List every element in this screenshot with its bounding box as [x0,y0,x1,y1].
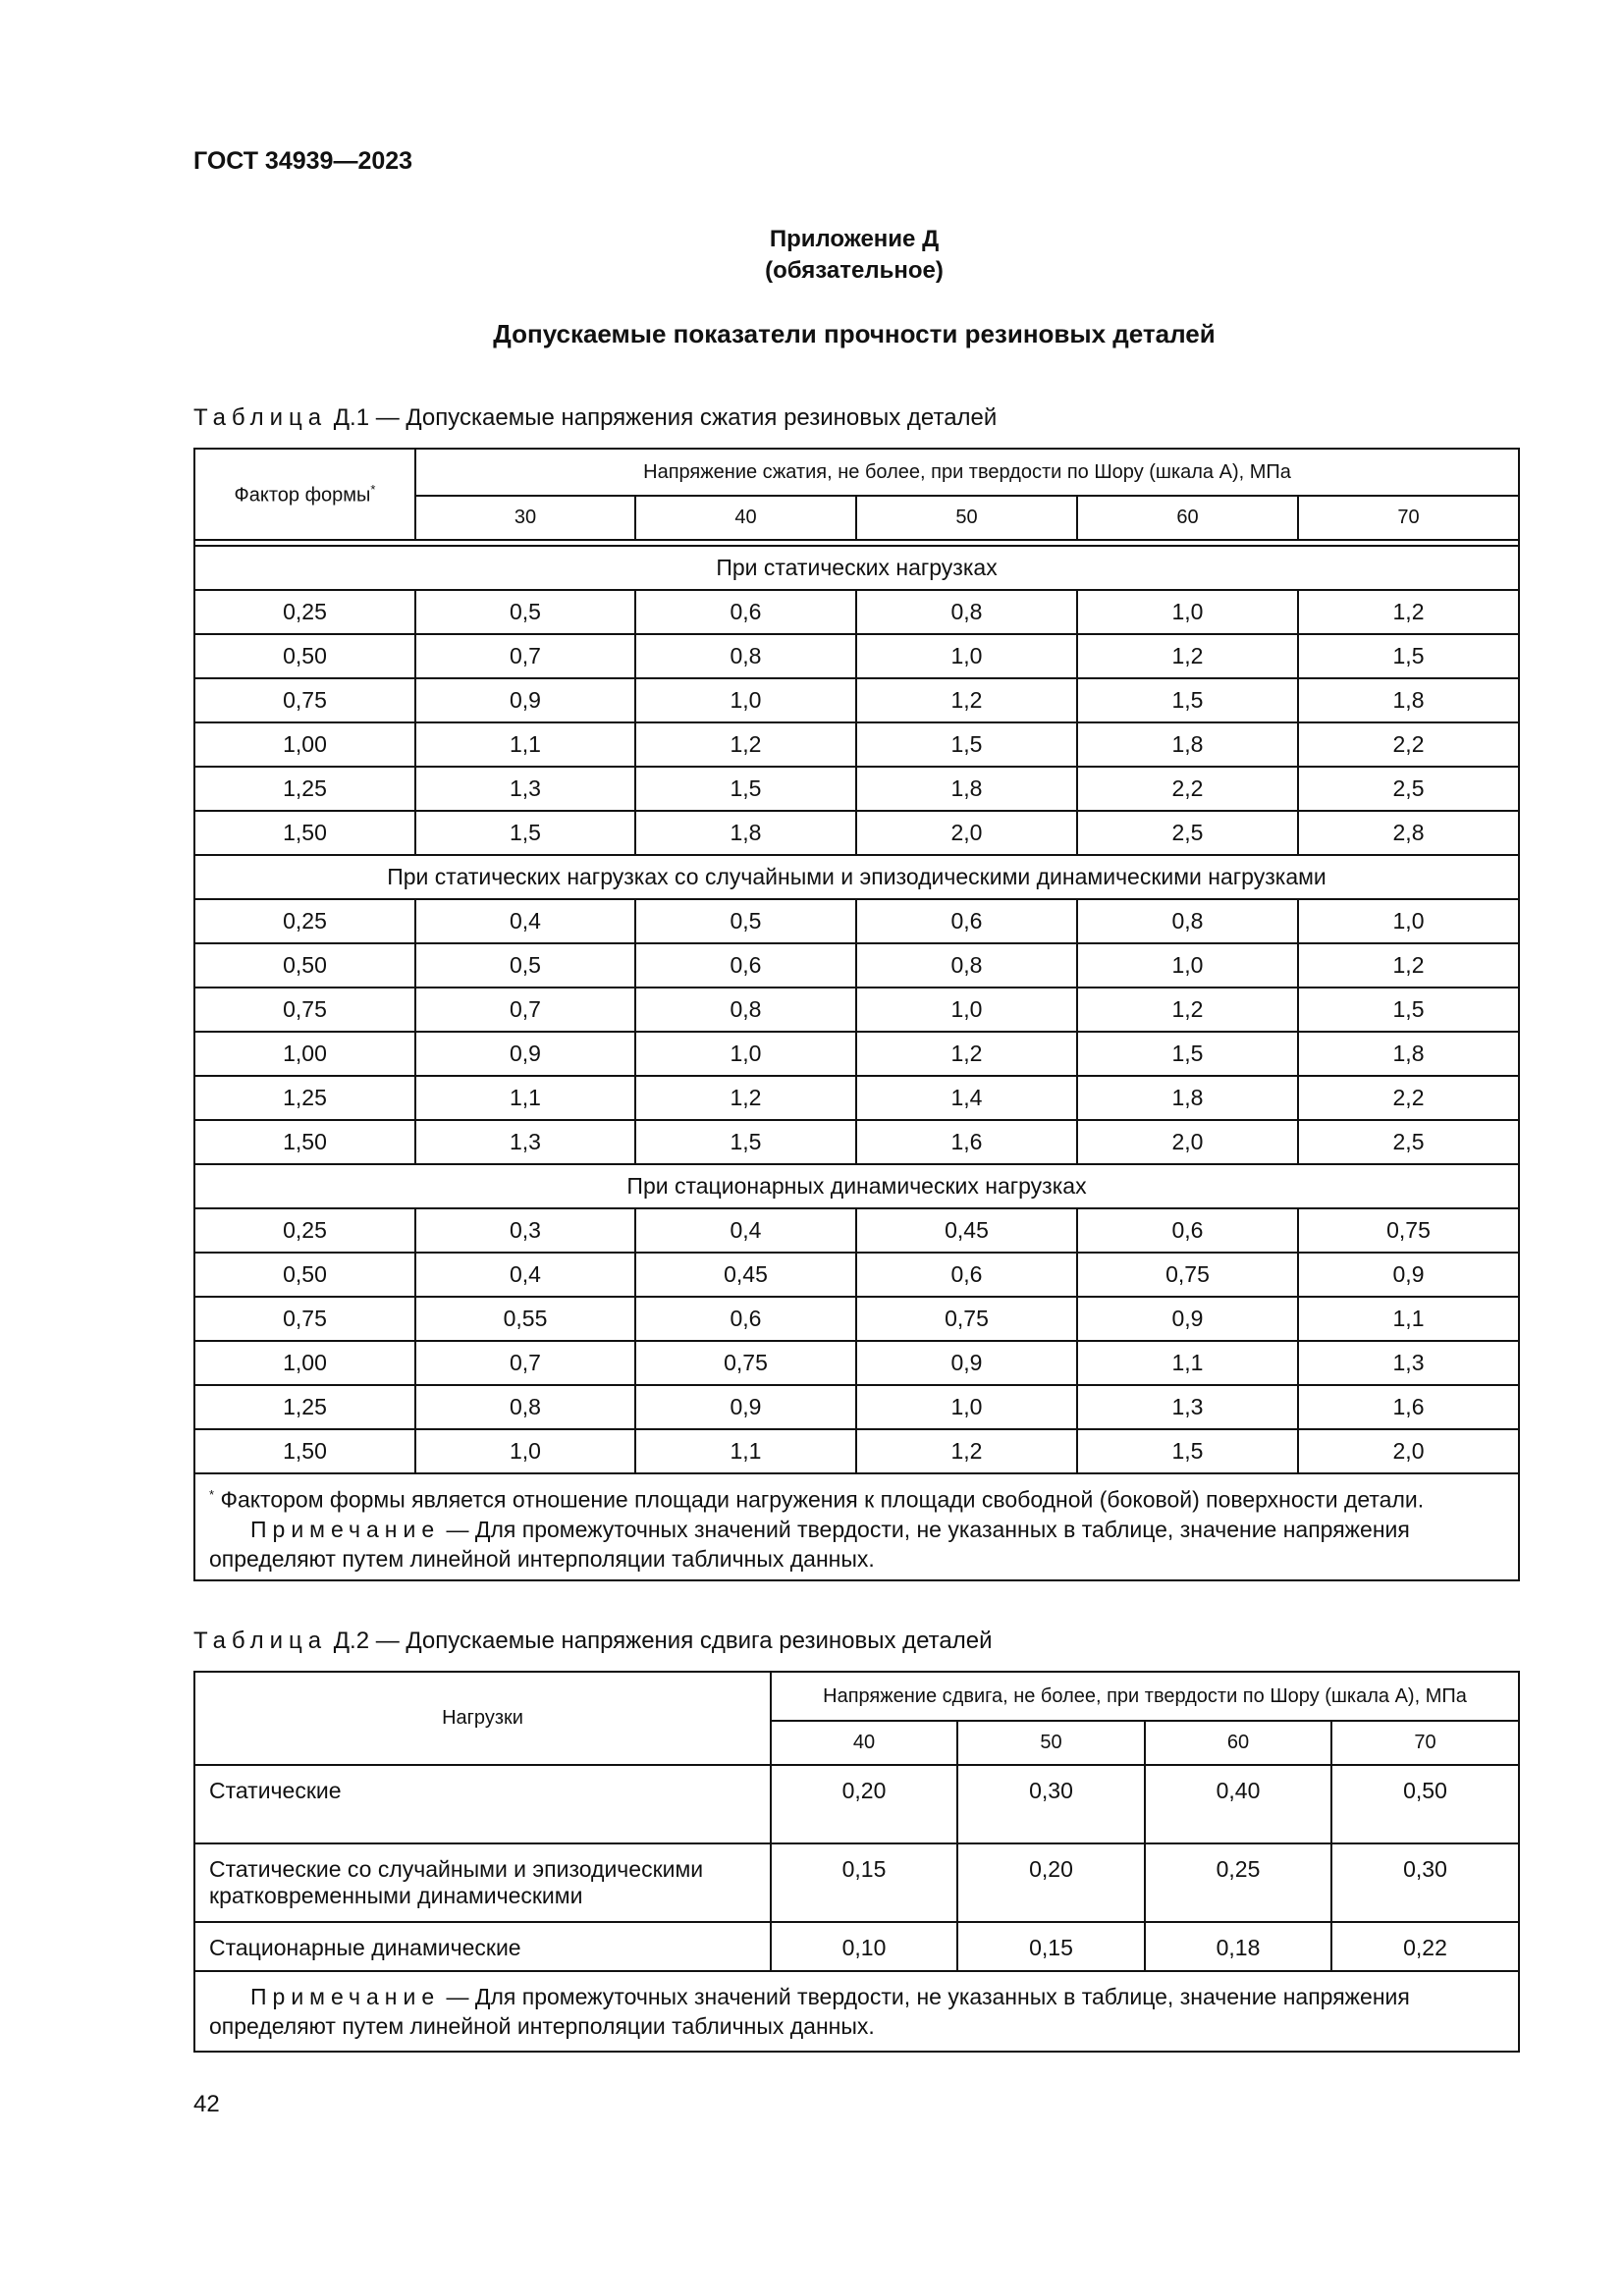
stress-value-cell: 0,6 [856,899,1077,943]
table1-note [209,1515,1504,1574]
stress-value-cell: 1,5 [635,767,856,811]
shape-factor-cell: 0,75 [194,1297,415,1341]
table-row [194,1253,1519,1297]
table2-header-row [194,1672,1519,1721]
compression-stress-header: Напряжение сжатия, не более, при твердости по Шору (шкала А), МПа [415,449,1519,496]
stress-value-cell: 0,55 [415,1297,635,1341]
hardness-header: 50 [957,1721,1145,1765]
appendix-status: (обязательное) [765,257,944,284]
stress-value-cell: 1,0 [415,1429,635,1473]
stress-value-cell: 1,0 [856,634,1077,678]
stress-value-cell: 2,0 [1077,1120,1298,1164]
section-title: При статических нагрузках со случайными и эпизодическими динамическими нагрузками [194,855,1519,899]
section-title: При статических нагрузках [194,546,1519,590]
stress-value-cell: 1,2 [635,722,856,767]
table-row [194,1341,1519,1385]
shape-factor-cell: 1,00 [194,1032,415,1076]
stress-value-cell: 1,2 [1077,988,1298,1032]
stress-value-cell: 1,5 [856,722,1077,767]
stress-value-cell: 1,0 [1298,899,1519,943]
shape-factor-header-text: Фактор формы [234,484,371,507]
shape-factor-cell: 1,25 [194,767,415,811]
stress-value-cell: 1,5 [1077,1429,1298,1473]
stress-value-cell: 1,5 [635,1120,856,1164]
table-row [194,1032,1519,1076]
appendix-title: Допускаемые показатели прочности резиновых деталей [493,319,1216,348]
stress-value-cell: 2,0 [856,811,1077,855]
stress-value-cell: 1,8 [1298,1032,1519,1076]
footnote-mark: * [209,1487,215,1502]
table2-caption-prefix: Таблица [193,1628,328,1654]
shape-factor-cell: 0,50 [194,1253,415,1297]
stress-value-cell: 0,9 [415,1032,635,1076]
compression-stress-table [193,448,1520,1581]
stress-value-cell: 1,0 [856,1385,1077,1429]
hardness-header: 40 [635,496,856,540]
stress-value-cell: 1,2 [635,1076,856,1120]
table-row [194,722,1519,767]
stress-value-cell: 0,5 [415,943,635,988]
stress-value-cell: 2,2 [1298,1076,1519,1120]
stress-value-cell: 0,30 [1331,1843,1519,1922]
table-row [194,1208,1519,1253]
table-row [194,767,1519,811]
stress-value-cell: 2,5 [1298,1120,1519,1164]
stress-value-cell: 1,1 [1298,1297,1519,1341]
stress-value-cell: 1,0 [1077,943,1298,988]
stress-value-cell: 1,3 [415,1120,635,1164]
stress-value-cell: 0,6 [635,1297,856,1341]
stress-value-cell: 0,25 [1145,1843,1331,1922]
section-title: При стационарных динамических нагрузках [194,1164,1519,1208]
stress-value-cell: 2,2 [1298,722,1519,767]
load-type-cell: Стационарные динамические [194,1922,771,1971]
shear-stress-table [193,1671,1520,2053]
hardness-header: 60 [1077,496,1298,540]
stress-value-cell: 0,4 [635,1208,856,1253]
note-text: — Для промежуточных значений твердости, не указанных в таблице, значение напряжения определяют путем линейной интерполяции табличных данных. [209,1516,1410,1572]
stress-value-cell: 0,4 [415,899,635,943]
section-row [194,546,1519,590]
stress-value-cell: 0,7 [415,988,635,1032]
stress-value-cell: 1,0 [635,1032,856,1076]
note-indent [209,1982,440,2011]
stress-value-cell: 0,20 [771,1765,957,1843]
table2-footer-row [194,1971,1519,2052]
stress-value-cell: 0,9 [1077,1297,1298,1341]
shape-factor-cell: 1,50 [194,1429,415,1473]
table-row [194,1120,1519,1164]
stress-value-cell: 0,40 [1145,1765,1331,1843]
table-row [194,1765,1519,1843]
table-row [194,943,1519,988]
table2-caption [193,1628,993,1655]
stress-value-cell: 0,4 [415,1253,635,1297]
shape-factor-cell: 0,50 [194,634,415,678]
stress-value-cell: 1,8 [856,767,1077,811]
shape-factor-cell: 1,00 [194,1341,415,1385]
stress-value-cell: 1,4 [856,1076,1077,1120]
stress-value-cell: 0,3 [415,1208,635,1253]
table1-header-row [194,449,1519,496]
stress-value-cell: 0,20 [957,1843,1145,1922]
table1-footer [194,1473,1519,1580]
note-label: Примечание [250,1984,441,2009]
stress-value-cell: 1,3 [415,767,635,811]
hardness-header: 30 [415,496,635,540]
stress-value-cell: 0,22 [1331,1922,1519,1971]
stress-value-cell: 0,75 [1298,1208,1519,1253]
table1-caption-prefix: Таблица [193,404,328,431]
stress-value-cell: 1,0 [635,678,856,722]
stress-value-cell: 0,9 [635,1385,856,1429]
stress-value-cell: 0,10 [771,1922,957,1971]
table-row [194,988,1519,1032]
shape-factor-cell: 1,50 [194,811,415,855]
stress-value-cell: 0,9 [415,678,635,722]
stress-value-cell: 1,2 [856,1429,1077,1473]
stress-value-cell: 1,8 [1077,722,1298,767]
shape-factor-cell: 1,50 [194,1120,415,1164]
stress-value-cell: 0,6 [856,1253,1077,1297]
shape-factor-cell: 1,00 [194,722,415,767]
stress-value-cell: 0,6 [635,943,856,988]
table1-caption [193,404,997,432]
stress-value-cell: 1,2 [1298,590,1519,634]
table-row [194,1429,1519,1473]
shape-factor-cell: 0,25 [194,1208,415,1253]
stress-value-cell: 2,2 [1077,767,1298,811]
stress-value-cell: 0,75 [1077,1253,1298,1297]
stress-value-cell: 1,8 [635,811,856,855]
stress-value-cell: 1,1 [415,722,635,767]
shape-factor-cell: 0,75 [194,988,415,1032]
table-row [194,1076,1519,1120]
stress-value-cell: 1,5 [1077,678,1298,722]
footnote-text: Фактором формы является отношение площади нагружения к площади свободной (боковой) поверхности детали. [214,1486,1425,1513]
stress-value-cell: 1,3 [1077,1385,1298,1429]
shape-factor-cell: 0,50 [194,943,415,988]
stress-value-cell: 0,18 [1145,1922,1331,1971]
table-row [194,678,1519,722]
stress-value-cell: 2,5 [1298,767,1519,811]
stress-value-cell: 0,50 [1331,1765,1519,1843]
load-type-cell: Статические со случайными и эпизодическими кратковременными динамическими [194,1843,771,1922]
stress-value-cell: 2,8 [1298,811,1519,855]
stress-value-cell: 0,5 [415,590,635,634]
load-type-cell: Статические [194,1765,771,1843]
stress-value-cell: 0,8 [1077,899,1298,943]
stress-value-cell: 1,8 [1077,1076,1298,1120]
stress-value-cell: 1,2 [856,678,1077,722]
section-row [194,1164,1519,1208]
table2-caption-text: Д.2 — Допускаемые напряжения сдвига резиновых деталей [333,1628,993,1654]
shear-stress-header: Напряжение сдвига, не более, при твердости по Шору (шкала А), МПа [771,1672,1519,1721]
shape-factor-cell: 0,75 [194,678,415,722]
load-header: Нагрузки [194,1672,771,1765]
note-indent [209,1515,440,1544]
stress-value-cell: 0,8 [635,988,856,1032]
table2-note [194,1971,1519,2052]
stress-value-cell: 0,8 [635,634,856,678]
stress-value-cell: 1,5 [1077,1032,1298,1076]
stress-value-cell: 1,1 [635,1429,856,1473]
shape-factor-cell: 0,25 [194,899,415,943]
table-row [194,1385,1519,1429]
footnote-mark: * [370,481,376,497]
document-code: ГОСТ 34939—2023 [193,147,413,175]
stress-value-cell: 1,1 [1077,1341,1298,1385]
stress-value-cell: 1,8 [1298,678,1519,722]
shape-factor-cell: 0,25 [194,590,415,634]
stress-value-cell: 0,45 [856,1208,1077,1253]
hardness-header: 70 [1331,1721,1519,1765]
stress-value-cell: 1,0 [1077,590,1298,634]
hardness-header: 40 [771,1721,957,1765]
table-row [194,811,1519,855]
stress-value-cell: 0,30 [957,1765,1145,1843]
note-label: Примечание [250,1516,441,1542]
footnote [209,1480,1504,1515]
shape-factor-cell: 1,25 [194,1385,415,1429]
table-row [194,590,1519,634]
stress-value-cell: 1,5 [415,811,635,855]
stress-value-cell: 0,8 [856,590,1077,634]
shape-factor-cell: 1,25 [194,1076,415,1120]
stress-value-cell: 1,1 [415,1076,635,1120]
table-row [194,899,1519,943]
stress-value-cell: 1,2 [856,1032,1077,1076]
stress-value-cell: 0,15 [771,1843,957,1922]
table-row [194,1922,1519,1971]
stress-value-cell: 0,8 [415,1385,635,1429]
stress-value-cell: 1,2 [1077,634,1298,678]
page-number: 42 [193,2091,220,2117]
table1-caption-text: Д.1 — Допускаемые напряжения сжатия резиновых деталей [333,404,998,431]
stress-value-cell: 0,6 [1077,1208,1298,1253]
stress-value-cell: 1,6 [1298,1385,1519,1429]
stress-value-cell: 0,9 [856,1341,1077,1385]
stress-value-cell: 1,3 [1298,1341,1519,1385]
hardness-header: 50 [856,496,1077,540]
stress-value-cell: 2,5 [1077,811,1298,855]
stress-value-cell: 2,0 [1298,1429,1519,1473]
table-row [194,1843,1519,1922]
stress-value-cell: 1,2 [1298,943,1519,988]
stress-value-cell: 0,9 [1298,1253,1519,1297]
stress-value-cell: 0,75 [635,1341,856,1385]
stress-value-cell: 1,5 [1298,988,1519,1032]
stress-value-cell: 1,5 [1298,634,1519,678]
shape-factor-header [194,449,415,540]
stress-value-cell: 0,15 [957,1922,1145,1971]
table-row [194,1297,1519,1341]
hardness-header: 60 [1145,1721,1331,1765]
section-row [194,855,1519,899]
stress-value-cell: 0,7 [415,1341,635,1385]
stress-value-cell: 1,0 [856,988,1077,1032]
stress-value-cell: 0,75 [856,1297,1077,1341]
table1-footer-row [194,1473,1519,1580]
note-text: — Для промежуточных значений твердости, не указанных в таблице, значение напряжения определяют путем линейной интерполяции табличных данных. [209,1984,1410,2039]
stress-value-cell: 1,6 [856,1120,1077,1164]
stress-value-cell: 0,8 [856,943,1077,988]
hardness-header: 70 [1298,496,1519,540]
appendix-label: Приложение Д [769,226,940,252]
stress-value-cell: 0,5 [635,899,856,943]
table-row [194,634,1519,678]
stress-value-cell: 0,45 [635,1253,856,1297]
stress-value-cell: 0,6 [635,590,856,634]
stress-value-cell: 0,7 [415,634,635,678]
